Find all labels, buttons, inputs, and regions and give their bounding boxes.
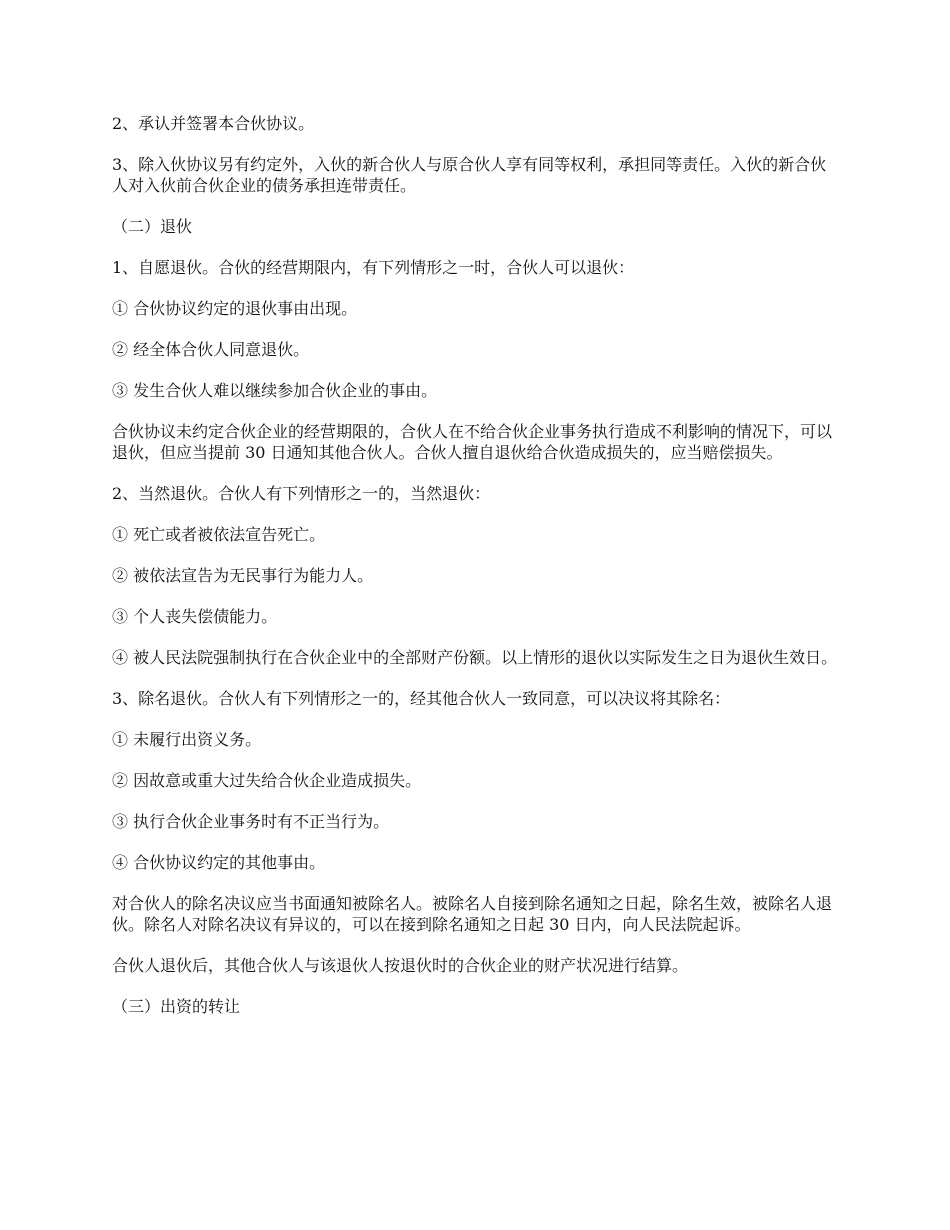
clause-2-sign-agreement: 2、承认并签署本合伙协议。 bbox=[112, 114, 315, 133]
document-page bbox=[112, 113, 842, 1037]
list-item: ① 未履行出资义务。 bbox=[112, 730, 262, 749]
section-heading-capital-transfer: （三）出资的转让 bbox=[112, 997, 241, 1016]
list-item: ③ 发生合伙人难以继续参加合伙企业的事由。 bbox=[112, 381, 438, 400]
section-heading-withdrawal: （二）退伙 bbox=[112, 217, 193, 236]
list-item: ④ 合伙协议约定的其他事由。 bbox=[112, 853, 326, 872]
list-item: ① 合伙协议约定的退伙事由出现。 bbox=[112, 299, 358, 318]
list-item: ② 经全体合伙人同意退伙。 bbox=[112, 340, 310, 359]
list-item: ③ 个人丧失偿债能力。 bbox=[112, 607, 278, 626]
list-item: ② 被依法宣告为无民事行为能力人。 bbox=[112, 566, 374, 585]
paragraph-expulsion-notice: 对合伙人的除名决议应当书面通知被除名人。被除名人自接到除名通知之日起，除名生效，被除名人退伙。除名人对除名决议有异议的，可以在接到除名通知之日起 30 日内，向人民法院起诉。 bbox=[112, 894, 833, 934]
clause-voluntary-withdrawal: 1、自愿退伙。合伙的经营期限内，有下列情形之一时，合伙人可以退伙： bbox=[112, 258, 635, 277]
list-item: ④ 被人民法院强制执行在合伙企业中的全部财产份额。以上情形的退伙以实际发生之日为退伙生效日。 bbox=[112, 648, 838, 667]
clause-automatic-withdrawal: 2、当然退伙。合伙人有下列情形之一的，当然退伙： bbox=[112, 484, 491, 503]
list-item: ① 死亡或者被依法宣告死亡。 bbox=[112, 525, 326, 544]
list-item: ③ 执行合伙企业事务时有不正当行为。 bbox=[112, 812, 390, 831]
paragraph-settlement: 合伙人退伙后，其他合伙人与该退伙人按退伙时的合伙企业的财产状况进行结算。 bbox=[112, 956, 689, 975]
clause-expulsion: 3、除名退伙。合伙人有下列情形之一的，经其他合伙人一致同意，可以决议将其除名： bbox=[112, 689, 731, 708]
paragraph-unspecified-term: 合伙协议未约定合伙企业的经营期限的，合伙人在不给合伙企业事务执行造成不利影响的情况下，可以退伙，但应当提前 30 日通知其他合伙人。合伙人擅自退伙给合伙造成损失的，应当赔偿损失。 bbox=[112, 422, 833, 462]
clause-3-equal-rights: 3、除入伙协议另有约定外，入伙的新合伙人与原合伙人享有同等权利，承担同等责任。入伙的新合伙人对入伙前合伙企业的债务承担连带责任。 bbox=[112, 155, 827, 195]
list-item: ② 因故意或重大过失给合伙企业造成损失。 bbox=[112, 771, 422, 790]
